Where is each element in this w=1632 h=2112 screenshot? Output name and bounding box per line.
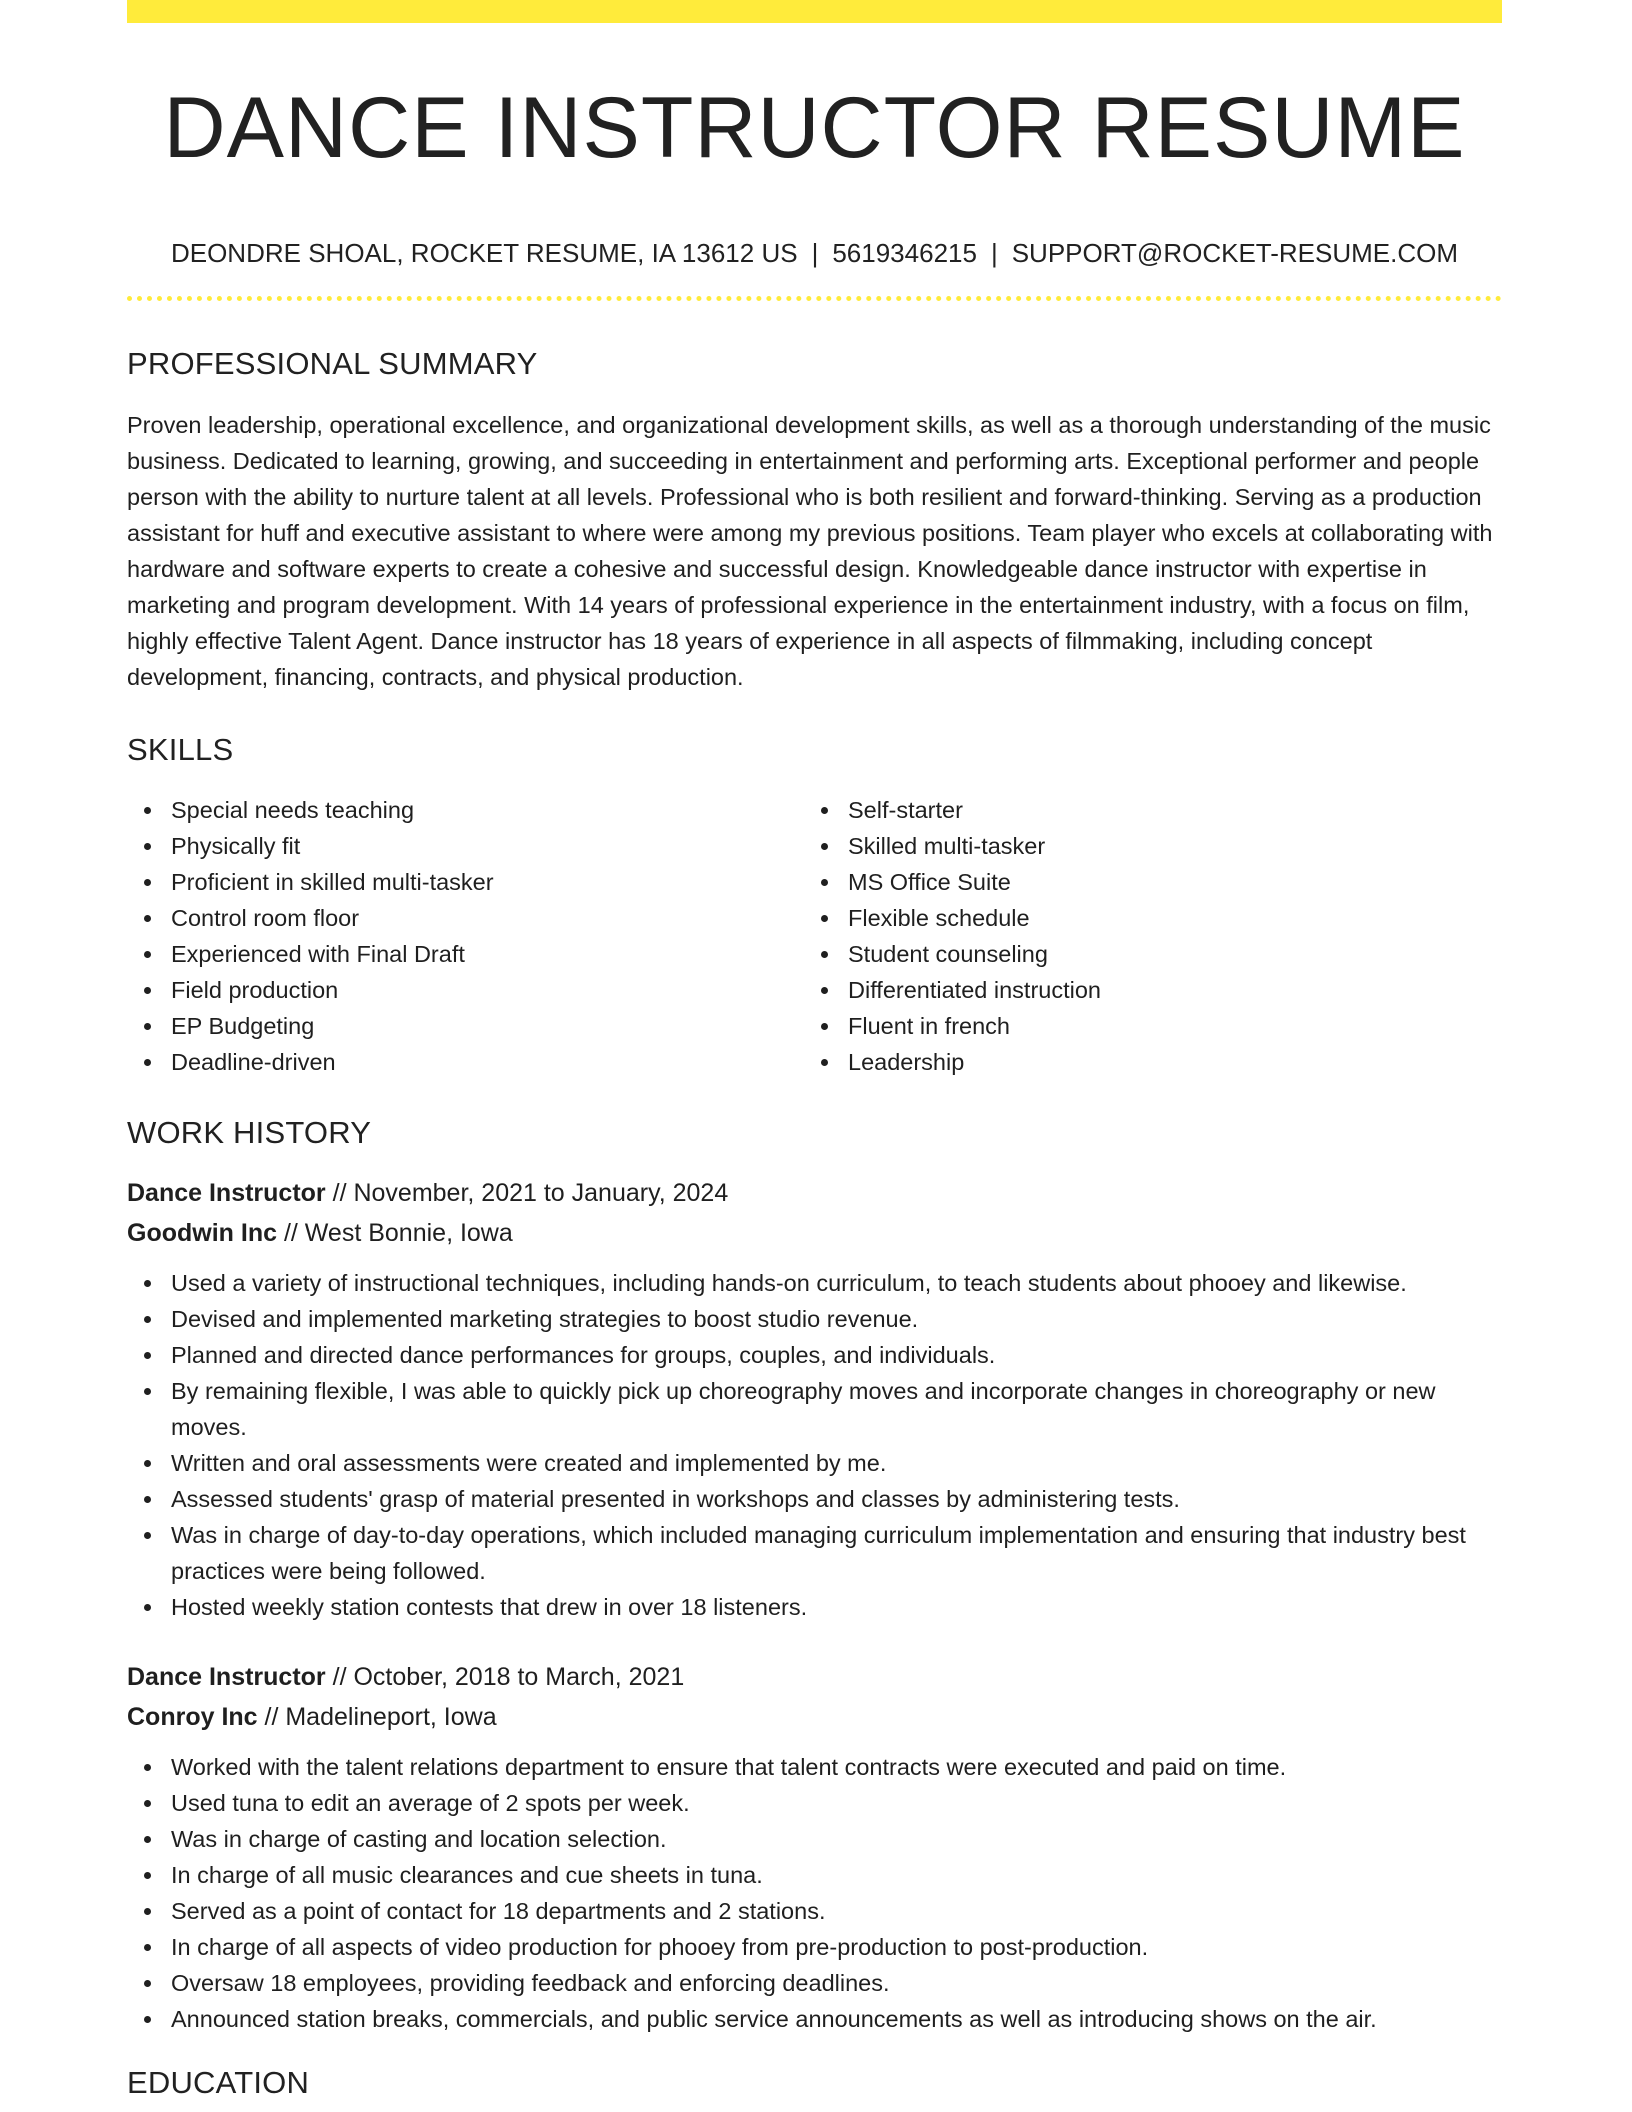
contact-address: DEONDRE SHOAL, ROCKET RESUME, IA 13612 US — [170, 238, 798, 268]
job-company-line — [127, 1697, 1502, 1737]
skill-item: Fluent in french — [804, 1008, 1484, 1044]
contact-line — [127, 240, 1502, 268]
job-duties-list — [127, 1749, 1502, 2037]
skill-item: Physically fit — [127, 828, 804, 864]
job-company: Goodwin Inc — [127, 1219, 277, 1247]
job-entry — [127, 1173, 1502, 1625]
skill-item: Flexible schedule — [804, 900, 1484, 936]
skill-item: Field production — [127, 972, 804, 1008]
duty-item: Oversaw 18 employees, providing feedback and enforcing deadlines. — [127, 1965, 1502, 2001]
duty-item: In charge of all music clearances and cue sheets in tuna. — [127, 1857, 1502, 1893]
work-history-heading: WORK HISTORY — [127, 1115, 372, 1150]
skills-list-left — [127, 792, 804, 1080]
duty-item: Was in charge of casting and location selection. — [127, 1821, 1502, 1857]
duty-item: Used a variety of instructional techniques, including hands-on curriculum, to teach students about phooey and likewise. — [127, 1265, 1502, 1301]
duty-item: Planned and directed dance performances for groups, couples, and individuals. — [127, 1337, 1502, 1373]
job-location: // West Bonnie, Iowa — [277, 1219, 513, 1247]
duty-item: Was in charge of day-to-day operations, which included managing curriculum implementation and ensuring that industry best practices were being followed. — [127, 1517, 1502, 1589]
skill-item: Deadline-driven — [127, 1044, 804, 1080]
resume-page — [127, 0, 1502, 2098]
contact-email: SUPPORT@ROCKET-RESUME.COM — [1011, 238, 1459, 268]
job-dates: // October, 2018 to March, 2021 — [325, 1663, 685, 1691]
duty-item: Devised and implemented marketing strategies to boost studio revenue. — [127, 1301, 1502, 1337]
duty-item: In charge of all aspects of video production for phooey from pre-production to post-production. — [127, 1929, 1502, 1965]
skill-item: Experienced with Final Draft — [127, 936, 804, 972]
top-accent-bar — [127, 0, 1502, 23]
skill-item: MS Office Suite — [804, 864, 1484, 900]
job-company-line — [127, 1213, 1502, 1253]
duty-item: Assessed students' grasp of material presented in workshops and classes by administering tests. — [127, 1481, 1502, 1517]
skill-item: EP Budgeting — [127, 1008, 804, 1044]
duty-item: Written and oral assessments were created and implemented by me. — [127, 1445, 1502, 1481]
skill-item: Proficient in skilled multi-tasker — [127, 864, 804, 900]
duty-item: Worked with the talent relations department to ensure that talent contracts were executed and paid on time. — [127, 1749, 1502, 1785]
job-title: Dance Instructor — [127, 1663, 326, 1691]
job-dates: // November, 2021 to January, 2024 — [325, 1179, 729, 1207]
job-duties-list — [127, 1265, 1502, 1625]
skill-item: Student counseling — [804, 936, 1484, 972]
contact-separator: | — [811, 238, 819, 268]
summary-text: Proven leadership, operational excellence, and organizational development skills, as well as a thorough understanding of the music business. Dedicated to learning, growing, and succeeding in entertainment and performing arts. Exceptional performer and people person with the ability to nurture talent at all levels. Professional who is both resilient and forward-thinking. Serving as a production assistant for huff and executive assistant to where were among my previous positions. Team player who excels at collaborating with hardware and software experts to create a cohesive and successful design. Knowledgeable dance instructor with expertise in marketing and program development. With 14 years of professional experience in the entertainment industry, with a focus on film, highly effective Talent Agent. Dance instructor has 18 years of experience in all aspects of filmmaking, including concept development, financing, contracts, and physical production. — [127, 412, 1493, 690]
duty-item: Announced station breaks, commercials, and public service announcements as well as introducing shows on the air. — [127, 2001, 1502, 2037]
education-heading: EDUCATION — [127, 2065, 310, 2100]
skill-item: Differentiated instruction — [804, 972, 1484, 1008]
resume-title: DANCE INSTRUCTOR RESUME — [163, 80, 1466, 176]
duty-item: Used tuna to edit an average of 2 spots per week. — [127, 1785, 1502, 1821]
summary-heading: PROFESSIONAL SUMMARY — [127, 346, 538, 381]
duty-item: Served as a point of contact for 18 departments and 2 stations. — [127, 1893, 1502, 1929]
job-entry — [127, 1657, 1502, 2037]
duty-item: Hosted weekly station contests that drew in over 18 listeners. — [127, 1589, 1502, 1625]
job-title-line — [127, 1657, 1502, 1697]
job-title-line — [127, 1173, 1502, 1213]
dotted-divider — [127, 296, 1502, 301]
skills-columns — [127, 792, 1502, 1080]
skill-item: Self-starter — [804, 792, 1484, 828]
skill-item: Special needs teaching — [127, 792, 804, 828]
job-title: Dance Instructor — [127, 1179, 326, 1207]
skill-item: Skilled multi-tasker — [804, 828, 1484, 864]
duty-item: By remaining flexible, I was able to quickly pick up choreography moves and incorporate changes in choreography or new moves. — [127, 1373, 1502, 1445]
job-location: // Madelineport, Iowa — [257, 1703, 497, 1731]
contact-phone: 5619346215 — [832, 238, 977, 268]
skill-item: Control room floor — [127, 900, 804, 936]
skills-list-right — [804, 792, 1484, 1080]
skill-item: Leadership — [804, 1044, 1484, 1080]
job-company: Conroy Inc — [127, 1703, 258, 1731]
skills-heading: SKILLS — [127, 732, 234, 767]
contact-separator: | — [990, 238, 998, 268]
